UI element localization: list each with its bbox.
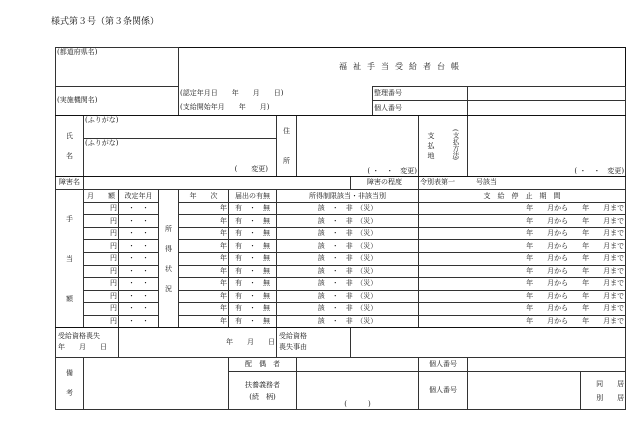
loss-date-label: 受給資格喪失 xyxy=(58,332,100,341)
table-row xyxy=(56,240,626,253)
suspension-range: 年 月から 年 月まで xyxy=(526,291,625,300)
form-title: 福祉手当受給者台帳 xyxy=(339,61,466,71)
limit-choice: 該 ・ 非 （災） xyxy=(317,316,378,325)
revision-cell[interactable] xyxy=(119,315,159,328)
limit-choice: 該 ・ 非 （災） xyxy=(317,279,378,288)
year-unit: 年 xyxy=(220,304,228,313)
monthly-cell[interactable] xyxy=(84,278,119,291)
suspension-cell[interactable] xyxy=(419,265,626,278)
presence-cell[interactable] xyxy=(229,303,277,316)
payment-field[interactable] xyxy=(468,115,626,176)
limit-cell[interactable] xyxy=(277,290,419,303)
revision-dots: ・ ・ xyxy=(128,229,149,238)
year-unit: 年 xyxy=(220,216,228,225)
dependent-personal-no-label xyxy=(419,372,468,410)
table-row xyxy=(56,265,626,278)
loss-reason-input[interactable] xyxy=(351,328,626,357)
dependent-relation-parens: ( ) xyxy=(344,400,371,408)
year-unit: 年 xyxy=(220,266,228,275)
col-revision-text: 改定年月 xyxy=(124,191,153,200)
limit-choice: 該 ・ 非 （災） xyxy=(317,291,378,300)
yen-unit: 円 xyxy=(110,254,117,263)
dependent-line1: 扶養義務者 xyxy=(245,380,281,389)
monthly-cell[interactable] xyxy=(84,215,119,228)
cert-year-unit: 年 xyxy=(231,89,239,98)
dependent-label xyxy=(229,372,297,410)
loss-date-value-units: 年 月 日 xyxy=(226,337,276,346)
revision-dots: ・ ・ xyxy=(128,316,149,325)
spouse-personal-no-input[interactable] xyxy=(468,357,626,372)
personal-no-label-cell xyxy=(373,101,468,116)
year-cell[interactable] xyxy=(179,290,229,303)
dependent-personal-no-text: 個人番号 xyxy=(429,386,458,395)
addr-char-1: 住 xyxy=(283,126,291,135)
furigana-label-2: (ふりがな) xyxy=(85,139,119,147)
yen-unit: 円 xyxy=(110,304,117,313)
presence-cell[interactable] xyxy=(229,202,277,215)
table-row xyxy=(56,290,626,303)
year-cell[interactable] xyxy=(179,202,229,215)
yen-unit: 円 xyxy=(110,229,117,238)
year-unit: 年 xyxy=(220,204,228,213)
spouse-input[interactable] xyxy=(297,357,419,372)
suspension-range: 年 月から 年 月まで xyxy=(526,229,625,238)
cert-date-row[interactable] xyxy=(179,86,373,101)
revision-cell[interactable] xyxy=(119,227,159,240)
residence-choice[interactable] xyxy=(581,372,626,410)
dependent-input[interactable] xyxy=(297,372,419,410)
monthly-cell[interactable] xyxy=(84,240,119,253)
col-monthly xyxy=(84,190,119,203)
limit-choice: 該 ・ 非 （災） xyxy=(317,229,378,238)
addr-char-2: 所 xyxy=(283,156,291,165)
limit-cell[interactable] xyxy=(277,278,419,291)
item-applicable-text: 号該当 xyxy=(476,178,498,187)
revision-dots: ・ ・ xyxy=(128,216,149,225)
same-residence-text: 同 居 xyxy=(596,379,625,388)
year-cell[interactable] xyxy=(179,265,229,278)
table-row xyxy=(56,278,626,291)
suspension-range: 年 月から 年 月まで xyxy=(526,241,625,250)
loss-reason-line2: 喪失事由 xyxy=(279,343,308,352)
limit-cell[interactable] xyxy=(277,303,419,316)
payment-method-label: (支払方法) xyxy=(451,128,460,160)
presence-cell[interactable] xyxy=(229,265,277,278)
revision-dots: ・ ・ xyxy=(128,304,149,313)
year-cell[interactable] xyxy=(179,278,229,291)
name-field[interactable] xyxy=(84,139,277,177)
presence-cell[interactable] xyxy=(229,252,277,265)
disability-degree-label xyxy=(351,176,419,190)
pay-change-dots: ・ ・ xyxy=(579,166,601,175)
year-cell[interactable] xyxy=(179,240,229,253)
loss-date-input[interactable] xyxy=(119,328,277,357)
limit-cell[interactable] xyxy=(277,202,419,215)
amount-char-1: 手 xyxy=(66,214,73,223)
revision-cell[interactable] xyxy=(119,252,159,265)
yen-unit: 円 xyxy=(110,266,117,275)
yen-unit: 円 xyxy=(110,316,117,325)
revision-cell[interactable] xyxy=(119,290,159,303)
presence-choice: 有 ・ 無 xyxy=(235,316,271,325)
revision-dots: ・ ・ xyxy=(128,266,149,275)
income-char-4: 況 xyxy=(165,284,173,293)
personal-no-label: 個人番号 xyxy=(374,103,403,112)
name-char-1: 氏 xyxy=(66,131,73,140)
suspension-cell[interactable] xyxy=(419,278,626,291)
furigana-label-1: (ふりがな) xyxy=(85,115,119,124)
loss-reason-line1: 受給資格 xyxy=(279,332,308,341)
loss-date-heading xyxy=(56,328,119,357)
start-date-label: (支給開始年月 xyxy=(180,103,225,112)
start-month-unit: 月) xyxy=(259,103,270,112)
remarks-char-2: 考 xyxy=(66,389,73,398)
suspension-cell[interactable] xyxy=(419,215,626,228)
revision-dots: ・ ・ xyxy=(128,241,149,250)
col-income-presence xyxy=(229,190,277,203)
allowance-amount-heading xyxy=(56,190,84,328)
recipient-ledger-form xyxy=(55,47,626,410)
col-income-limit xyxy=(277,190,419,203)
yen-unit: 円 xyxy=(110,204,117,213)
year-unit: 年 xyxy=(220,254,228,263)
addr-change-open: ( xyxy=(367,166,371,175)
prefecture-field[interactable] xyxy=(56,48,179,87)
agency-label: (実施機関名) xyxy=(57,96,98,105)
presence-choice: 有 ・ 無 xyxy=(235,279,271,288)
revision-dots: ・ ・ xyxy=(128,204,149,213)
presence-choice: 有 ・ 無 xyxy=(235,241,271,250)
remarks-input[interactable] xyxy=(84,357,229,409)
disability-name-input[interactable] xyxy=(84,176,351,190)
year-unit: 年 xyxy=(220,291,228,300)
remarks-heading xyxy=(56,357,84,409)
col-suspension xyxy=(419,190,626,203)
income-char-2: 得 xyxy=(165,244,173,253)
limit-cell[interactable] xyxy=(277,240,419,253)
revision-dots: ・ ・ xyxy=(128,254,149,263)
col-year-text: 年 次 xyxy=(189,191,218,200)
presence-choice: 有 ・ 無 xyxy=(235,304,271,313)
suspension-cell[interactable] xyxy=(419,227,626,240)
cert-day-unit: 日) xyxy=(273,89,284,98)
ordinance-table-text: 令別表第一 xyxy=(420,178,456,187)
revision-cell[interactable] xyxy=(119,240,159,253)
suspension-cell[interactable] xyxy=(419,303,626,316)
suspension-cell[interactable] xyxy=(419,240,626,253)
remarks-char-1: 備 xyxy=(66,369,73,378)
revision-cell[interactable] xyxy=(119,265,159,278)
limit-cell[interactable] xyxy=(277,252,419,265)
presence-cell[interactable] xyxy=(229,278,277,291)
suspension-range: 年 月から 年 月まで xyxy=(526,279,625,288)
year-unit: 年 xyxy=(220,279,228,288)
col-income-presence-text: 届出の有無 xyxy=(235,191,271,200)
cert-month-unit: 月 xyxy=(252,89,260,98)
name-char-2: 名 xyxy=(66,151,73,160)
agency-field[interactable] xyxy=(56,86,179,115)
col-income-limit-text: 所得制限該当・非該当別 xyxy=(309,191,387,200)
amount-char-2: 当 xyxy=(66,254,73,263)
monthly-cell[interactable] xyxy=(84,315,119,328)
revision-cell[interactable] xyxy=(119,303,159,316)
revision-dots: ・ ・ xyxy=(128,291,149,300)
limit-choice: 該 ・ 非 （災） xyxy=(317,266,378,275)
pay-char-3: 地 xyxy=(427,151,435,160)
revision-cell[interactable] xyxy=(119,215,159,228)
loss-reason-heading xyxy=(277,328,351,357)
monthly-cell[interactable] xyxy=(84,202,119,215)
yen-unit: 円 xyxy=(110,279,117,288)
presence-cell[interactable] xyxy=(229,227,277,240)
suspension-range: 年 月から 年 月まで xyxy=(526,304,625,313)
presence-choice: 有 ・ 無 xyxy=(235,291,271,300)
revision-dots: ・ ・ xyxy=(128,279,149,288)
pay-change-close: 変更) xyxy=(607,166,625,175)
year-cell[interactable] xyxy=(179,252,229,265)
personal-no-input[interactable] xyxy=(468,101,626,116)
limit-cell[interactable] xyxy=(277,265,419,278)
year-cell[interactable] xyxy=(179,215,229,228)
name-heading xyxy=(56,115,84,176)
year-cell[interactable] xyxy=(179,303,229,316)
addr-change-close: 変更) xyxy=(400,166,418,175)
limit-cell[interactable] xyxy=(277,227,419,240)
table-row xyxy=(56,215,626,228)
suspension-range: 年 月から 年 月まで xyxy=(526,204,625,213)
ordinance-field[interactable] xyxy=(419,176,626,190)
presence-cell[interactable] xyxy=(229,215,277,228)
start-year-unit: 年 xyxy=(238,103,246,112)
limit-choice: 該 ・ 非 （災） xyxy=(317,216,378,225)
monthly-cell[interactable] xyxy=(84,290,119,303)
year-unit: 年 xyxy=(220,241,228,250)
cert-date-label: (認定年月日 xyxy=(180,89,218,98)
suspension-range: 年 月から 年 月まで xyxy=(526,254,625,263)
presence-choice: 有 ・ 無 xyxy=(235,254,271,263)
presence-cell[interactable] xyxy=(229,290,277,303)
spouse-text: 配 偶 者 xyxy=(245,359,281,368)
year-unit: 年 xyxy=(220,316,228,325)
year-unit: 年 xyxy=(220,229,228,238)
monthly-cell[interactable] xyxy=(84,303,119,316)
revision-cell[interactable] xyxy=(119,278,159,291)
suspension-cell[interactable] xyxy=(419,315,626,328)
suspension-range: 年 月から 年 月まで xyxy=(526,266,625,275)
suspension-range: 年 月から 年 月まで xyxy=(526,316,625,325)
pay-change-open: ( xyxy=(574,166,578,175)
limit-choice: 該 ・ 非 （災） xyxy=(317,304,378,313)
suspension-range: 年 月から 年 月まで xyxy=(526,216,625,225)
presence-cell[interactable] xyxy=(229,315,277,328)
name-furigana-top[interactable] xyxy=(84,115,277,138)
presence-choice: 有 ・ 無 xyxy=(235,229,271,238)
start-date-row[interactable] xyxy=(179,101,373,116)
limit-choice: 該 ・ 非 （災） xyxy=(317,204,378,213)
address-field[interactable] xyxy=(297,115,419,176)
income-char-3: 状 xyxy=(165,264,173,273)
limit-cell[interactable] xyxy=(277,215,419,228)
presence-cell[interactable] xyxy=(229,240,277,253)
yen-unit: 円 xyxy=(110,241,117,250)
pay-char-2: 払 xyxy=(427,141,435,150)
presence-choice: 有 ・ 無 xyxy=(235,204,271,213)
suspension-cell[interactable] xyxy=(419,202,626,215)
address-heading xyxy=(277,115,297,176)
suspension-cell[interactable] xyxy=(419,252,626,265)
pay-char-1: 支 xyxy=(427,131,435,140)
mgmt-no-label: 整理番号 xyxy=(374,89,403,98)
table-row xyxy=(56,315,626,328)
income-char-1: 所 xyxy=(165,224,173,233)
col-monthly-text: 月 額 xyxy=(87,191,115,200)
limit-choice: 該 ・ 非 （災） xyxy=(317,254,378,263)
presence-choice: 有 ・ 無 xyxy=(235,266,271,275)
dependent-personal-no-input[interactable] xyxy=(468,372,581,410)
table-row xyxy=(56,202,626,215)
col-revision xyxy=(119,190,159,203)
table-row xyxy=(56,227,626,240)
disability-degree-text: 障害の程度 xyxy=(367,178,403,187)
income-status-heading xyxy=(159,190,179,328)
yen-unit: 円 xyxy=(110,291,117,300)
presence-choice: 有 ・ 無 xyxy=(235,216,271,225)
limit-choice: 該 ・ 非 （災） xyxy=(317,241,378,250)
limit-cell[interactable] xyxy=(277,315,419,328)
year-cell[interactable] xyxy=(179,315,229,328)
monthly-cell[interactable] xyxy=(84,227,119,240)
form-caption: 様式第３号（第３条関係） xyxy=(51,17,160,27)
col-suspension-text: 支 給 停 止 期 間 xyxy=(483,191,561,200)
spouse-personal-no-label xyxy=(419,357,468,372)
mgmt-no-label-cell xyxy=(373,86,468,101)
col-year xyxy=(179,190,229,203)
monthly-cell[interactable] xyxy=(84,252,119,265)
dependent-line2: (続 柄) xyxy=(249,392,276,401)
payment-heading xyxy=(419,115,468,176)
separate-residence-text: 別 居 xyxy=(596,393,625,402)
suspension-cell[interactable] xyxy=(419,290,626,303)
disability-name-label xyxy=(56,176,84,190)
disability-name-text: 障害名 xyxy=(59,178,80,187)
year-cell[interactable] xyxy=(179,227,229,240)
table-row xyxy=(56,303,626,316)
amount-char-3: 額 xyxy=(66,294,73,303)
table-row xyxy=(56,252,626,265)
spouse-label xyxy=(229,357,297,372)
mgmt-no-input[interactable] xyxy=(468,86,626,101)
addr-change-dots: ・ ・ xyxy=(372,166,394,175)
name-change-open: ( xyxy=(234,164,238,173)
loss-date-units: 年 月 日 xyxy=(58,343,107,352)
revision-cell[interactable] xyxy=(119,202,159,215)
spouse-personal-no-text: 個人番号 xyxy=(429,359,458,368)
yen-unit: 円 xyxy=(110,216,117,225)
name-change-close: 変更) xyxy=(251,164,269,173)
prefecture-label: (都道府県名) xyxy=(57,48,98,56)
monthly-cell[interactable] xyxy=(84,265,119,278)
